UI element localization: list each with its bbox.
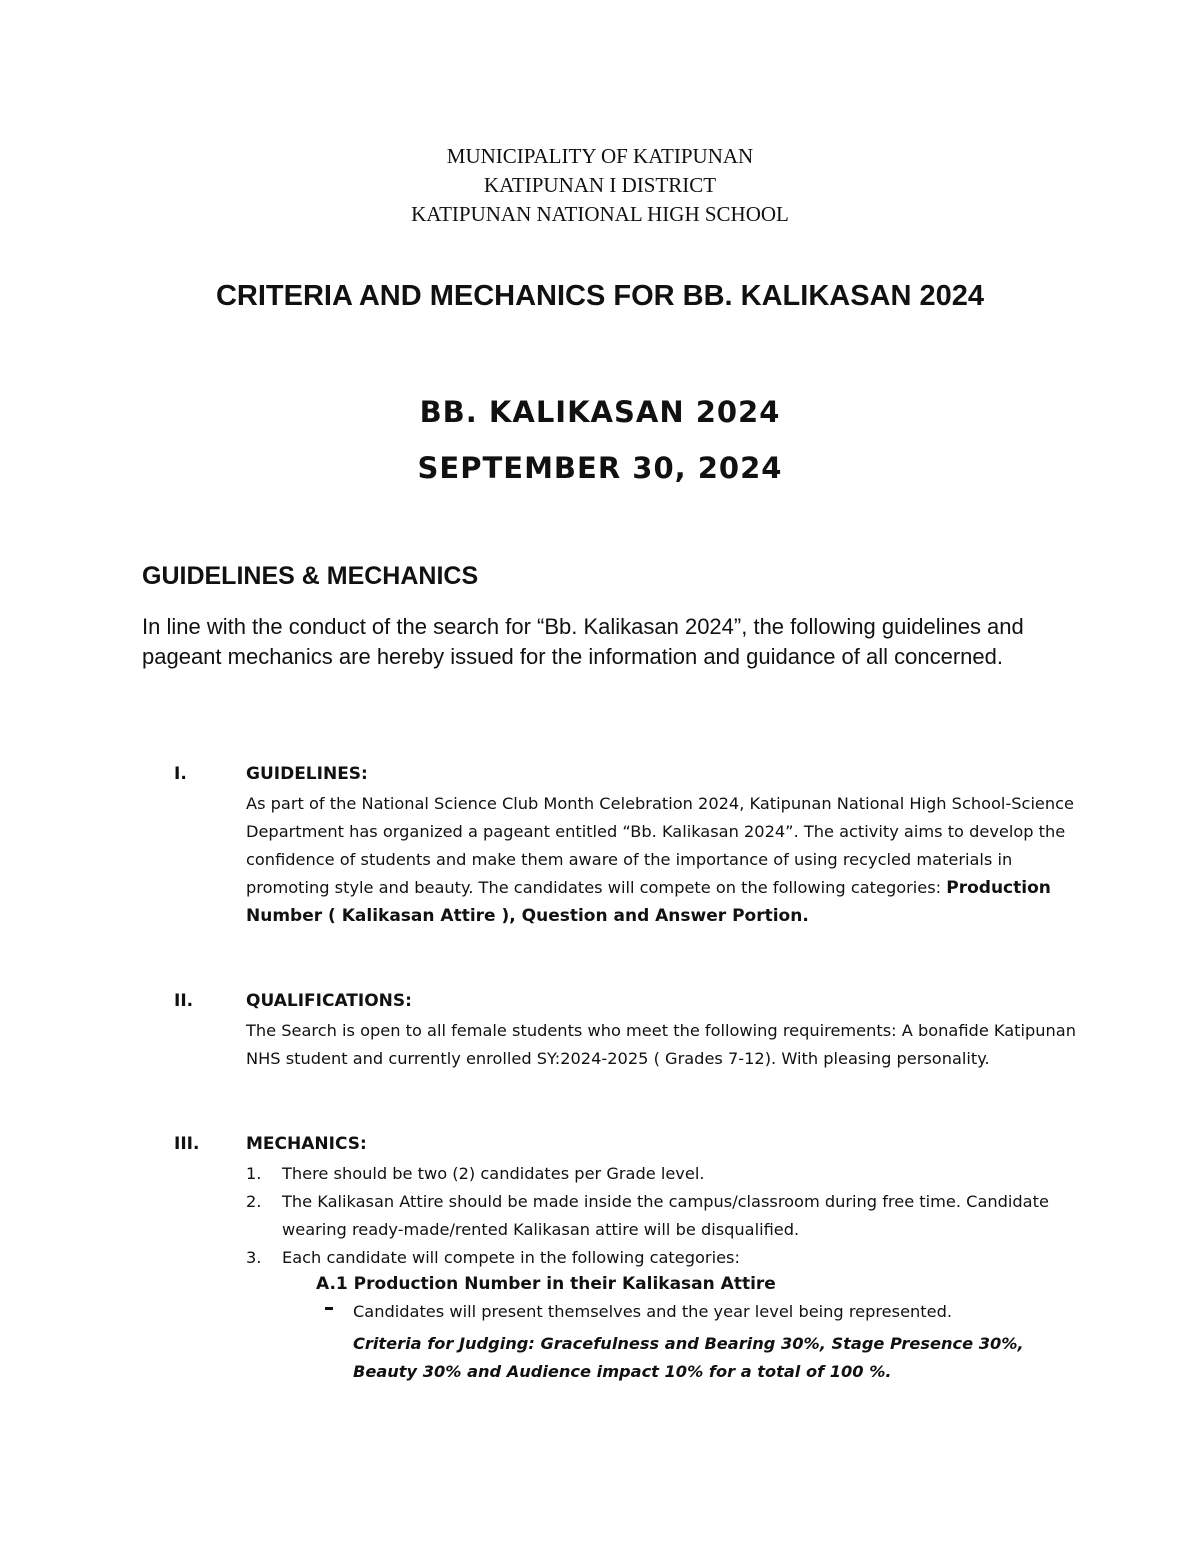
guidelines-mechanics-heading: GUIDELINES & MECHANICS xyxy=(142,562,479,590)
event-date: SEPTEMBER 30, 2024 xyxy=(417,451,783,485)
school-line: KATIPUNAN NATIONAL HIGH SCHOOL xyxy=(411,202,789,226)
section-numeral-3: III. xyxy=(174,1134,200,1154)
judging-criteria: Criteria for Judging: Gracefulness and Bearing 30%, Stage Presence 30%, Beauty 30% and Audience impact 10% for a total of 100 %. xyxy=(353,1334,1024,1381)
mechanics-item: There should be two (2) candidates per Grade level. xyxy=(282,1164,705,1183)
guidelines-text: As part of the National Science Club Month Celebration 2024, Katipunan National High School-Science Department has organized a pageant entitled “Bb. Kalikasan 2024”. The activity aims to develop the confidence of students and make them aware of the importance of using recycled materials in promoting style and beauty. The candidates will compete on the following categories: xyxy=(246,794,1075,897)
bullet-marker xyxy=(325,1307,333,1310)
municipality-line: MUNICIPALITY OF KATIPUNAN xyxy=(446,144,754,168)
mechanics-item: The Kalikasan Attire should be made inside the campus/classroom during free time. Candidate wearing ready-made/rented Kalikasan attire will be disqualified. xyxy=(282,1192,1049,1239)
mechanics-item-number: 1. xyxy=(246,1164,262,1183)
category-subheading: A.1 Production Number in their Kalikasan Attire xyxy=(316,1274,776,1294)
mechanics-item-number: 2. xyxy=(246,1192,262,1211)
section-title-mechanics: MECHANICS: xyxy=(246,1134,367,1154)
section-title-qualifications: QUALIFICATIONS: xyxy=(246,991,412,1011)
mechanics-item: Each candidate will compete in the following categories: xyxy=(282,1248,740,1267)
event-name: BB. KALIKASAN 2024 xyxy=(419,395,781,429)
document-title: CRITERIA AND MECHANICS FOR BB. KALIKASAN 2024 xyxy=(215,280,985,312)
guidelines-categories: Production Number ( Kalikasan Attire ), Question and Answer Portion. xyxy=(246,878,1051,926)
category-bullet-text: Candidates will present themselves and the year level being represented. xyxy=(353,1302,953,1321)
section-title-guidelines: GUIDELINES: xyxy=(246,764,368,784)
district-line: KATIPUNAN I DISTRICT xyxy=(483,173,717,197)
intro-paragraph: In line with the conduct of the search for “Bb. Kalikasan 2024”, the following guidelines and pageant mechanics are hereby issued for the information and guidance of all concerned. xyxy=(142,614,1024,669)
section-numeral-1: I. xyxy=(174,764,187,784)
guidelines-paragraph xyxy=(246,790,1076,930)
section-numeral-2: II. xyxy=(174,991,194,1011)
mechanics-item-number: 3. xyxy=(246,1248,262,1267)
qualifications-paragraph: The Search is open to all female students who meet the following requirements: A bonafide Katipunan NHS student and currently enrolled SY:2024-2025 ( Grades 7-12). With pleasing personality. xyxy=(246,1021,1076,1068)
letterhead xyxy=(0,142,1200,229)
